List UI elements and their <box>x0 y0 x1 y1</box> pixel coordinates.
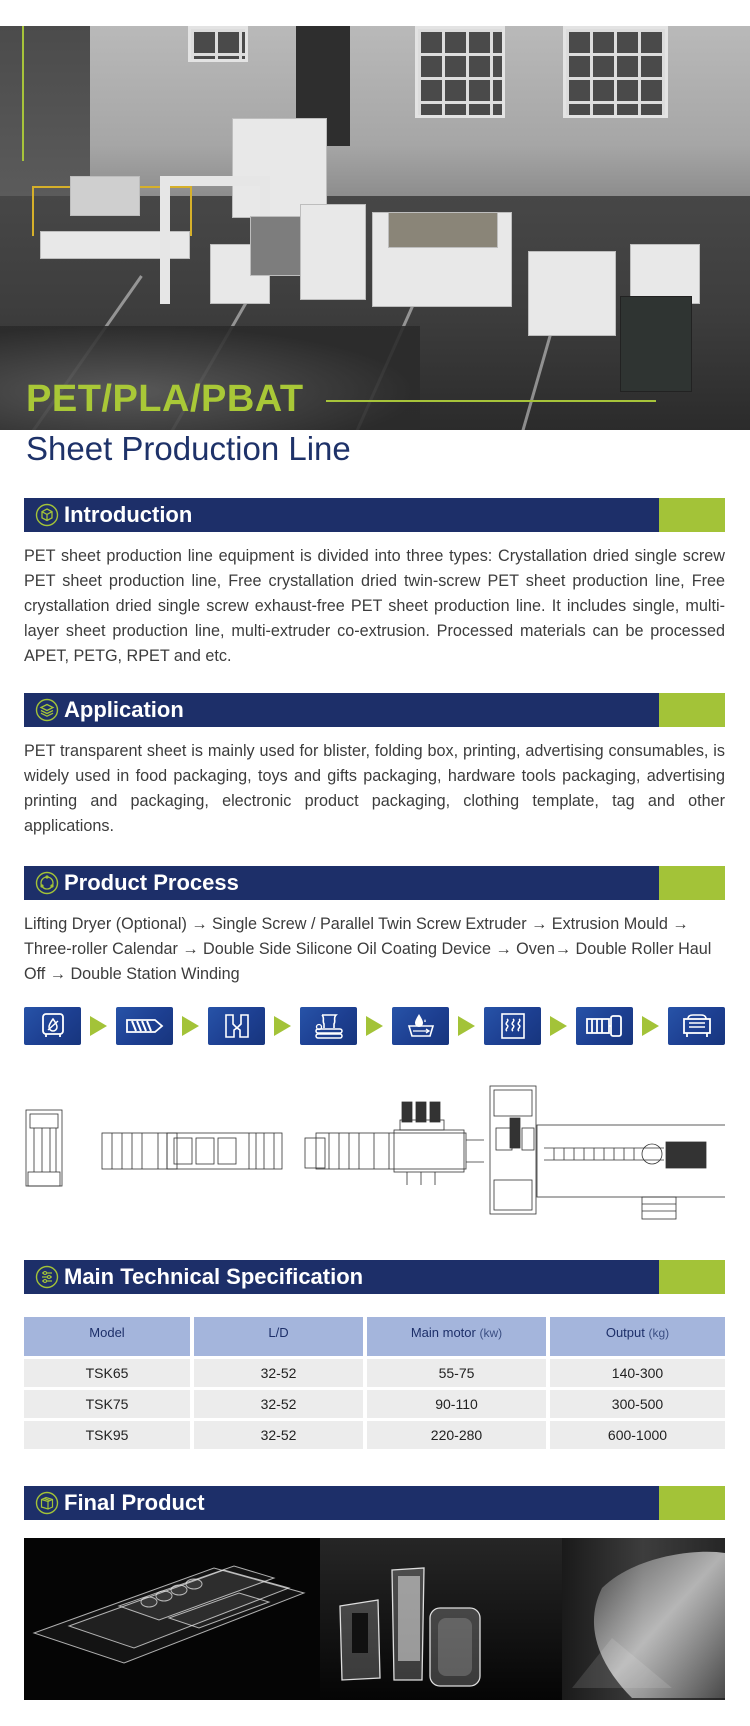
spec-table <box>20 1314 729 1452</box>
hero-banner <box>0 26 750 430</box>
decorative-vertical-line <box>22 26 24 161</box>
sliders-icon <box>35 1265 59 1289</box>
column-header: Output (kg) <box>550 1317 725 1356</box>
arrow-right-icon <box>274 1016 291 1036</box>
layers-icon <box>35 698 59 722</box>
table-row <box>24 1359 725 1387</box>
header-accent <box>659 498 725 532</box>
cell-motor: 90-110 <box>367 1390 546 1418</box>
header-accent <box>659 1486 725 1520</box>
oven-icon <box>500 1012 526 1040</box>
arrow-right-icon <box>366 1016 383 1036</box>
header-accent <box>659 693 725 727</box>
cell-model: TSK65 <box>24 1359 190 1387</box>
column-header: Main motor (kw) <box>367 1317 546 1356</box>
column-header: L/D <box>194 1317 363 1356</box>
machine-oven-cover <box>388 212 498 248</box>
cube-icon <box>35 503 59 527</box>
process-step-haul-off <box>576 1007 633 1045</box>
hero-title: PET/PLA/PBAT <box>26 378 304 420</box>
process-steps <box>24 1007 725 1045</box>
table-header-row <box>24 1317 725 1356</box>
arrow-right-icon <box>90 1016 107 1036</box>
process-step-winder <box>668 1007 725 1045</box>
haul-off-icon <box>585 1014 625 1038</box>
screw-extruder-icon <box>125 1017 165 1035</box>
section-header-introduction <box>24 498 725 532</box>
process-step-mould <box>208 1007 265 1045</box>
cycle-icon <box>35 871 59 895</box>
header-accent <box>659 1260 725 1294</box>
machine-extruder <box>70 176 140 216</box>
building-window <box>188 26 248 62</box>
final-product-gallery <box>24 1538 725 1700</box>
machine-winder-reel <box>630 244 700 304</box>
application-text: PET transparent sheet is mainly used for blister, folding box, printing, advertising consumables, is widely used in food packaging, toys and gifts packaging, hardware tools packaging, advertising printing and packaging, electronic product packaging, clothing template, tag and other applications. <box>24 742 725 835</box>
arrow-right-icon <box>642 1016 659 1036</box>
table-row <box>24 1390 725 1418</box>
machine-coating-device <box>300 204 366 300</box>
arrow-right-icon <box>458 1016 475 1036</box>
cell-model: TSK95 <box>24 1421 190 1449</box>
process-step-dryer <box>24 1007 81 1045</box>
table-row <box>24 1421 725 1449</box>
cell-ld: 32-52 <box>194 1359 363 1387</box>
cell-output: 300-500 <box>550 1390 725 1418</box>
machine-winder-cabinet <box>620 296 692 392</box>
cell-motor: 55-75 <box>367 1359 546 1387</box>
cell-ld: 32-52 <box>194 1390 363 1418</box>
cell-model: TSK75 <box>24 1390 190 1418</box>
building-window <box>563 26 668 118</box>
dryer-icon <box>40 1012 66 1040</box>
production-line-layout-drawing <box>24 1080 725 1220</box>
section-title: Product Process <box>64 870 239 895</box>
arrow-right-icon <box>182 1016 199 1036</box>
section-title: Main Technical Specification <box>64 1264 364 1289</box>
section-header-application <box>24 693 725 727</box>
arrow-right-icon <box>550 1016 567 1036</box>
product-image-pet-sheet-roll <box>562 1538 725 1700</box>
process-text: Lifting Dryer (Optional) → Single Screw / Parallel Twin Screw Extruder → Extrusion Mould → Three-roller Calendar → Double Side Silicone Oil Coating Device → Oven→ Double Roller Haul Off → Double Station Winding <box>24 915 712 983</box>
winder-icon <box>681 1013 713 1039</box>
header-accent <box>659 866 725 900</box>
box-icon <box>35 1491 59 1515</box>
section-header-process <box>24 866 725 900</box>
machine-haul-off <box>528 251 616 336</box>
column-header: Model <box>24 1317 190 1356</box>
oil-coating-icon <box>405 1012 437 1040</box>
building-window <box>415 26 505 118</box>
page-subtitle: Sheet Production Line <box>26 430 351 467</box>
product-image-blister-packaging <box>320 1538 562 1700</box>
section-title: Final Product <box>64 1490 205 1515</box>
process-step-calendar <box>300 1007 357 1045</box>
product-image-blister-trays <box>24 1538 320 1700</box>
cell-output: 140-300 <box>550 1359 725 1387</box>
process-step-extruder <box>116 1007 173 1045</box>
introduction-text: PET sheet production line equipment is divided into three types: Crystallation dried single screw PET sheet production line, Free crystallation dried twin-screw PET sheet production line, Free crystallation dried single screw exhaust-free PET sheet production line. It includes single, multi-layer sheet production line, multi-extruder co-extrusion. Processed materials can be processed APET, PETG, RPET and etc. <box>24 547 725 665</box>
section-header-spec <box>24 1260 725 1294</box>
process-step-oven <box>484 1007 541 1045</box>
cell-output: 600-1000 <box>550 1421 725 1449</box>
process-step-coating <box>392 1007 449 1045</box>
cell-motor: 220-280 <box>367 1421 546 1449</box>
section-title: Application <box>64 697 184 722</box>
section-header-final-product <box>24 1486 725 1520</box>
mould-icon <box>223 1012 251 1040</box>
section-title: Introduction <box>64 502 193 527</box>
calendar-roller-icon <box>312 1012 346 1040</box>
decorative-horizontal-line <box>326 400 656 402</box>
cell-ld: 32-52 <box>194 1421 363 1449</box>
